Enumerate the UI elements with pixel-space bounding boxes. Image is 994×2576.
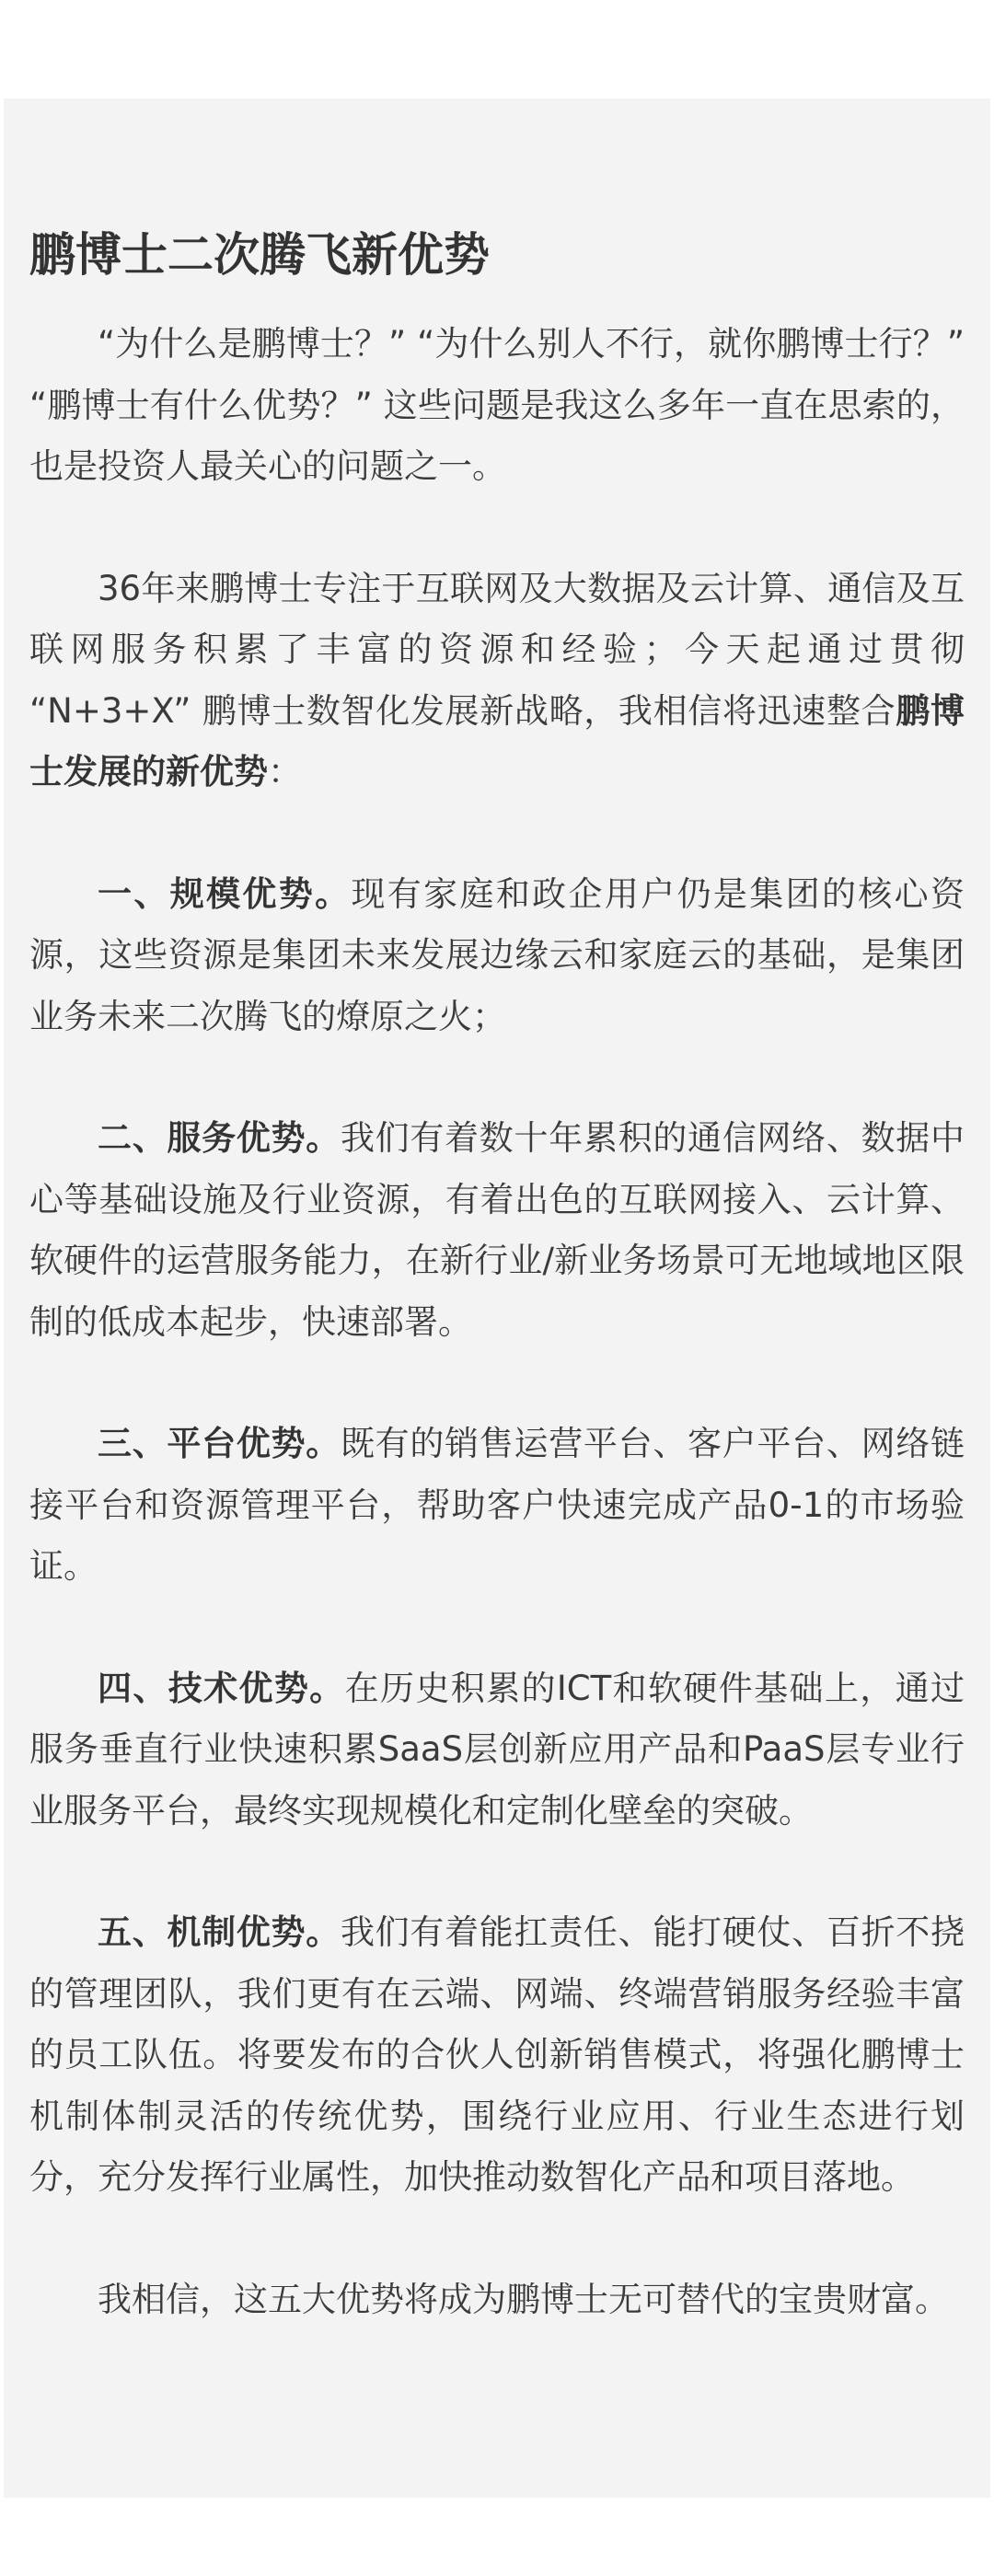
point-heading: 二、服务优势。 [98, 1118, 341, 1158]
point-text: 在历史积累的ICT和软硬件基础上，通过服务垂直行业快速积累SaaS层创新应用产品和PaaS层专业行业服务平台，最终实现规模化和定制化壁垒的突破。 [29, 1668, 965, 1831]
point-heading: 一、规模优势。 [98, 873, 352, 914]
strategy-paragraph [29, 559, 965, 803]
point-service [29, 1108, 965, 1353]
point-heading: 四、技术优势。 [98, 1668, 345, 1708]
point-platform [29, 1414, 965, 1598]
point-heading: 五、机制优势。 [98, 1912, 341, 1952]
strategy-colon: ： [268, 752, 302, 791]
point-text: 我们有着数十年累积的通信网络、数据中心等基础设施及行业资源，有着出色的互联网接入、云计算、软硬件的运营服务能力，在新行业/新业务场景可无地域地区限制的低成本起步，快速部署。 [29, 1118, 965, 1342]
point-heading: 三、平台优势。 [98, 1424, 341, 1463]
closing-paragraph: 我相信，这五大优势将成为鹏博士无可替代的宝贵财富。 [98, 2279, 949, 2319]
point-scale [29, 864, 965, 1048]
point-mechanism [29, 1902, 965, 2209]
article-card [4, 98, 990, 2498]
point-text: 我们有着能扛责任、能打硬仗、百折不挠的管理团队，我们更有在云端、网端、终端营销服务经验丰富的员工队伍。将要发布的合伙人创新销售模式，将强化鹏博士机制体制灵活的传统优势，围绕行业应用、行业生态进行划分，充分发挥行业属性，加快推动数智化产品和项目落地。 [29, 1912, 965, 2197]
point-technology [29, 1658, 965, 1842]
point-text: 现有家庭和政企用户仍是集团的核心资源，这些资源是集团未来发展边缘云和家庭云的基础，是集团业务未来二次腾飞的燎原之火； [29, 873, 965, 1036]
intro-paragraph: “为什么是鹏博士？” “为什么别人不行，就你鹏博士行？” “鹏博士有什么优势？” 这些问题是我这么多年一直在思索的，也是投资人最关心的问题之一。 [29, 324, 965, 486]
point-text: 既有的销售运营平台、客户平台、网络链接平台和资源管理平台，帮助客户快速完成产品0-1的市场验证。 [29, 1424, 965, 1586]
strategy-text: 36年来鹏博士专注于互联网及大数据及云计算、通信及互联网服务积累了丰富的资源和经验；今天起通过贯彻 “N+3+X” 鹏博士数智化发展新战略，我相信将迅速整合 [29, 568, 965, 731]
article-title: 鹏博士二次腾飞新优势 [29, 228, 490, 282]
strategy-highlight: 鹏博士发展的新优势 [29, 690, 965, 791]
